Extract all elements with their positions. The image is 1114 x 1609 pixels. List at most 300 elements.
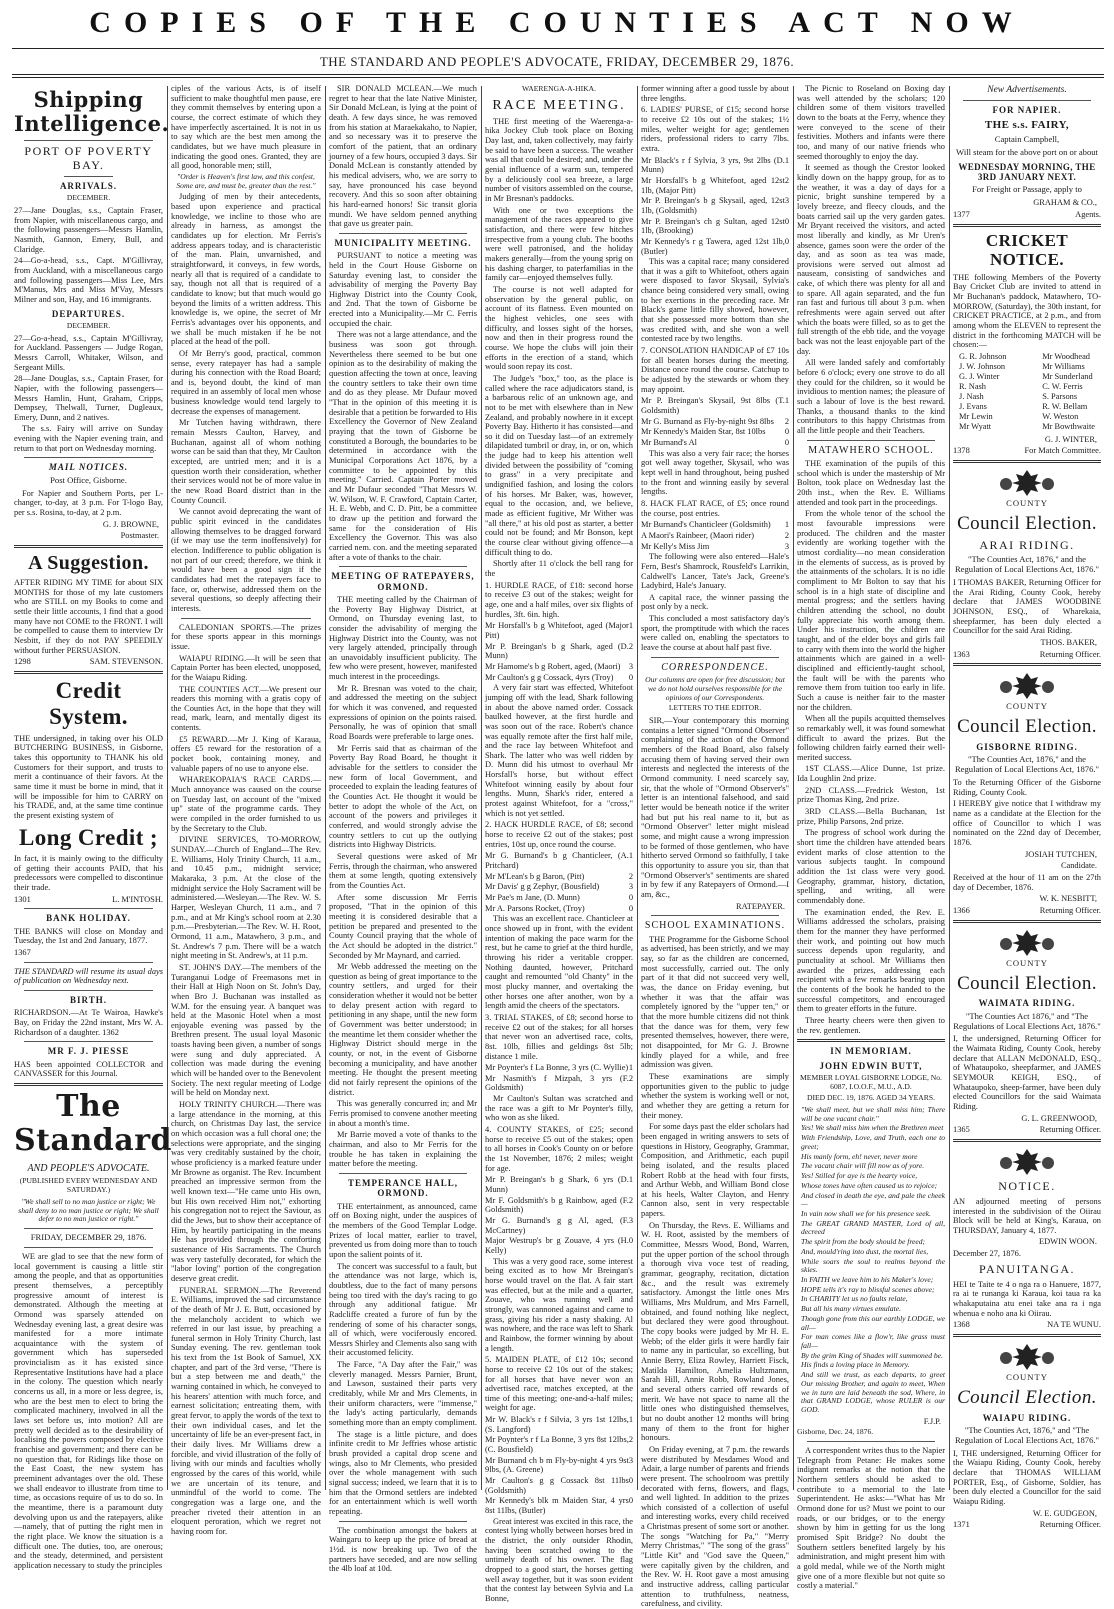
arrivals-month: DECEMBER. (66, 193, 111, 203)
horse-entry: Mr P. Breingan's b g Shark, 6 yrs (D. Munn) (485, 1175, 629, 1195)
column-7 (953, 84, 1101, 1530)
race-entry (485, 1196, 633, 1215)
gisborne-acts: "The Counties Act, 1876," and the Regulation of Local Elections Act, 1876." (954, 754, 1100, 775)
horse-entry: Mr G. Burnand's g g Al, aged, (F. McCartney) (485, 1216, 629, 1235)
ad-number: 1371 (953, 1520, 970, 1530)
player-name: Mr Sunderland (1042, 372, 1093, 382)
placing: 2 (628, 1435, 633, 1445)
suggestion-body: AFTER RIDING MY TIME for about SIX MONTHS for those of my late customers who are STILL on my Books to come and settle their little accounts, I find that a good many have not COME to the FRONT. I will be compelled to cause them to interview Dr Nesbitt, if they do not PAY SPEEDILY without further PERSUASION. (14, 577, 163, 655)
race-results (485, 581, 633, 1604)
divider (953, 663, 1101, 666)
player-name: G. R. Johnson (959, 351, 1007, 361)
fairy-freight: For Freight or Passage, apply to (972, 184, 1082, 195)
race-intro: The Judge's "box," too, as the place is called where the race adjudicators stand, is a barbarous relic of an unknown age, and not to be met with elsewhere than in New Zealand, and probably nowhere in it except Poverty Bay. Hitherto it has consisted—and so it did on Tuesday last—of an extremely dilapidated tumbril or dray, in, or on, which the judge had to keep his attention well divided between the possibility of "coming to grass" in a very precipitate and undignified fashion, and losing the colors of his horses. Mr Baker, was, however, equal to the occasion, and, we believe, made as efficient fugitive, Mr Wither was "all there," at his old post as starter, a better could not be found; and Mr Bonson, kept the course clear without giving offence—a difficult thing to do. (485, 373, 633, 557)
paper-nameplate: The Standard (14, 1088, 172, 1159)
divider (953, 460, 1101, 463)
ad-number: 1301 (14, 894, 31, 904)
letter-signature: RATEPAYER. (736, 901, 785, 911)
horse-entry: Major Westrup's br g Zouave, 4 yrs (H. Kelly) (485, 1236, 629, 1255)
divider (339, 1173, 467, 1174)
horse-entry: Mr G. Burnand as Fly-by-night 9st 8lbs (641, 416, 774, 426)
ratepayers-paragraph: THE meeting called by the Chairman of the Poverty Bay Highway District, at Ormond, on Thursday evening last, to consider the advisability of merging the Highway District into the County, was not very largely attended, principally through an unavoidably insufficient publicity. The few who were present, however, manifested much interest in the proceedings. (329, 594, 477, 682)
editorial-paragraph: Of Mr Berry's good, practical, common sense, every ratepayer has had a sample during his connection with the Road Board; and is, beyond doubt, the kind of man required in an assembly of local men whose business knowledge would tend largely to decrease the expenses of management. (171, 348, 321, 416)
race-entry (485, 1496, 633, 1515)
waiapu-footer (953, 1520, 1101, 1530)
arai-body: I THOMAS BAKER, Returning Officer for the Arai Riding, County Cook, hereby declare that JAMES WOODBINE JOHNSON, ESQ., of Wharekaia, sheepfarmer, has been duly elected a Councillor for the said Arai Riding. (953, 578, 1101, 636)
race-entry (485, 851, 633, 870)
race-entry (641, 396, 789, 415)
arai-footer (953, 650, 1101, 660)
divider (24, 457, 153, 458)
horse-entry: Mr Black's r f Sylvia, 3 yrs, 9st 2lbs (D. Munn) (641, 155, 785, 175)
horse-entry: Mr P. Breingan's Skysail, 9st 8lbs (T. Goldsmith) (641, 396, 785, 415)
placing: 0 (784, 427, 789, 437)
race-entry (641, 531, 789, 541)
council-election-heading: Council Election. (957, 1386, 1097, 1408)
birth-body: RICHARDSON.—At Te Wairoa, Hawke's Bay, on Friday the 22nd instant, Mrs W. A. Richardson of a daughter. 1362 (14, 1008, 163, 1037)
memoriam-poem (797, 1106, 945, 1415)
shipping-heading: Shipping Intelligence. (14, 87, 170, 137)
race-title: 3. TRIAL STAKES, of £8; second horse to receive £2 out of the stakes; for all horses that never won an advertised race, colts, 8st. 10lb, fillies and geldings 8st 5lb; distance 1 mile. (485, 1012, 633, 1061)
divider (651, 915, 779, 916)
divider (24, 1228, 153, 1229)
news-item: HOLY TRINITY CHURCH.—There was a large attendance in the morning, at this church, on Christmas Day last, the service on which occasion was a full choral one; the selections were appropriate, and the singing was very creditably sustained by the choir, whose proficiency is a marked feature under Mr Browne as organist. The Rev. Incumbent preached an impressive sermon from the well known text—"He came unto His own, but His own received Him not," exhorting his congregation not to reject the Saviour, as did the Jews, but to show their acceptance of Him, by heartily participating in the means He has provided through the comforting sustenance of His Sacraments. The Church was very tastefully decorated, for which the "labor loving" portion of the congregation deserve great credit. (171, 1100, 322, 1283)
column-6 (797, 84, 945, 1591)
placing: 0 (628, 1496, 633, 1506)
poem-line: And, mould'ring into dust, the mortal lies, (801, 1246, 929, 1256)
race-entry (485, 1216, 633, 1235)
royal-crest-icon (998, 467, 1056, 497)
ad-number: 1363 (953, 649, 970, 659)
notice-date: December 27, 1876. (953, 1249, 1021, 1259)
paper-motto: "We shall sell to no man justice or right; We shall deny to no man justice or right; We shall defer to no man justice or right." (18, 1196, 159, 1224)
race-entry (485, 1236, 633, 1255)
horse-entry: Mr Hamome's b g Robert, aged, (Maori) (485, 661, 621, 671)
royal-crest-icon (998, 1341, 1056, 1371)
municipality-heading: MUNICIPALITY MEETING. (334, 237, 472, 248)
council-election-heading: Council Election. (957, 716, 1097, 738)
horse-entry: Mr Nasmith's f Mizpah, 3 yrs (F. Goldsmith) (485, 1073, 629, 1093)
cricket-players (959, 352, 1095, 433)
race-entry (485, 872, 633, 882)
gisborne-to: To the Returning Officer of the Gisborne Riding, County Cook. (953, 778, 1101, 797)
divider (339, 233, 467, 234)
race-entry (485, 1456, 633, 1475)
placing: 2 (628, 1073, 633, 1083)
player-name: Mr Woodhead (1042, 351, 1090, 361)
race-entry (485, 673, 633, 683)
placing: 0 (628, 1476, 633, 1486)
fairy-agents-label: Agents. (1075, 209, 1101, 219)
poem-line: And closed in death the eye, and pale the cheek— (801, 1190, 945, 1209)
correspondence-note: Our columns are open for free discussion; but we do not hold ourselves responsible for the opinions of our Correspondents. (645, 675, 785, 702)
gisborne-signature: JOSIAH TUTCHEN, (1025, 849, 1097, 859)
race-title: 4. COUNTY STAKES, of £25; second horse to receive £5 out of the stakes; open to all horses in Cook's County on or before the 1st November, 1876; 2 miles; weight for age. (485, 1125, 633, 1173)
race-title: 7. CONSOLATION HANDICAP of £7 10s for all beaten horses during the meeting. Distance once round the course. Catchup to be adjusted by the stewards or whom they may appoint. (641, 346, 789, 394)
poem-line: With Friendship, Love, and Truth, each one to greet; (801, 1133, 945, 1151)
race-entry (485, 1476, 633, 1495)
race-report: Mr Caulton's Sultan was scratched and the race was a gift to Mr Poynter's filly, who won as she liked. (485, 1094, 633, 1123)
horse-entry: Mr W. Black's r f Silvia, 3 yrs 1st 12lbs, (S. Langford) (485, 1415, 629, 1434)
cricket-body: THE following Members of the Poverty Bay Cricket Club are invited to attend in Mr Buchanan's paddock, Matawhero, TO-MORROW, (Saturday), the 30th instant, for CRICKET PRACTICE, at 2 p.m., and from among whom the ELEVEN to represent the district in the forthcoming MATCH will be chosen:— (953, 272, 1101, 350)
poem-date: Gisborne, Dec. 24, 1876. (797, 1427, 874, 1437)
waimata-body: I, the undersigned, Returning Officer for the Waimata Riding, County Cook, hereby declare that ALLAN McDONALD, ESQ., of Whataupoko, sheepfarmer, and JAMES SEYMOUR KEIGH, ESQ., of Whataupoko, sheep-farmer, have been duly elected Councillors for the said Waimata Riding. (953, 1034, 1101, 1112)
divider (14, 671, 163, 674)
editorial: WE are glad to see that the new form of local government is causing a little stir among the people, and that as opportunities present themselves, a perceptibly progressive amount of interest is demonstrated. Although the meeting at Ormond was sparsely attended on Wednesday evening last, a great desire was manifested for a more intimate acquaintance with the system of government which has superseded provincialism as it has existed since Representative Institutions have had a place in the colony. The question which nearly concerns us all, in a more or less degree, is, who are the best men to elect to bring the complicated machinery, involved in all the laws set before us, into motion? All are pretty well decided as to the desirability of localising the powers composed by elective franchise and government; and there can be no question that, for Ridings like those on the East Coast, the new system has preeminent advantages over the old. These we shall endeavor to illustrate from time to time, as occasions require of us to do so. In the meantime, there is a paramount duty devolving upon us and the ratepayers, alike—namely, that of putting the right men in the right place. We know the situation is a difficult one. The duties, too, are onerous; and the steady, determined, and persistent application necessary to study the principles (14, 1251, 163, 1570)
panuitanga-body: HEI te Taite te 4 o nga ra o Hanuere, 1877, ra ai te runanga ki Karaua, koi taua ra ka whakaputaina atu enei take ana ra i nga whenua e noho ana ki Oiirau. (953, 1279, 1101, 1318)
race-intro: THE first meeting of the Waerenga-a-hika Jockey Club took place on Boxing Day last, and, taken collectively, may fairly be said to have been a success. The weather was all that could be desired; and, under the genial influence of a warm sun, tempered by a deliciously cool sea breeze, a large number of visitors assembled on the course, in Mr Bresnan's paddocks. (485, 116, 633, 204)
editorial-paragraph: Judging of men by their antecedents, based upon experience and practical knowledge, we incline to those who are already in harness, as amongst the candidates up for election. Mr Ferris's address appears today, and is characteristic of the man. Plain, unvarnished, and straightforward, it conveys, in few words, nearly all that is required of a candidate to say, though not all that is required of a candidate to know; but that much would go beyond the limits of a written address. This knowledge is, we opine, the secret of Mr Ferris's advantages over his opponents, and we shall be much mistaken if he be not placed at the head of the poll. (171, 192, 321, 347)
race-entry (641, 196, 789, 215)
poem-line: The vacant chair will fill now as of yore. (801, 1161, 925, 1171)
race-results (641, 105, 789, 591)
matawhero-paragraph: 2ND CLASS.—Fredrick Weston, 1st prize Thomas King, 2nd prize. (797, 785, 945, 805)
placing: 1 (628, 1063, 633, 1073)
player-name: S. Parsons (1042, 392, 1078, 402)
fairy-title: THE s.s. FAIRY, (984, 119, 1070, 132)
race-title: 8. HACK FLAT RACE, of £5; once round the course, post entries. (641, 498, 789, 518)
matawhero-paragraph: THE examination of the pupils of this school which is under the mastership of Mr Bolton, took place on Wednesday last the 20th inst., when the Rev. E. Williams attended and took part in the proceedings. (797, 459, 945, 507)
editorial-continued: ciples of the various Acts, is of itself sufficient to make thoughtful men pause, ere they commit themselves by entering upon a course, the correct estimate of which they have imperfectly ascertained. It is not in us to say which are the best men among the candidates, but we have much pleasure in indicating the good ones. Granted, they are all good, honorable men; still, (171, 84, 321, 171)
bank-heading: BANK HOLIDAY. (46, 913, 131, 924)
poem-line: For man comes like a flow'r, like grass must fall— (801, 1332, 945, 1350)
race-intro: With one or two exceptions the management of the races appeared to give satisfaction, and there were few hitches irrespective from a young club. The booths were well patronised, and the holiday makers generally—from the young sprig on his dashing charger, to paterfamilias in the family car—enjoyed themselves fully. (485, 205, 633, 283)
player-name: Mr Bowthwaite (1042, 422, 1095, 432)
port-heading: PORT OF POVERTY BAY. (24, 144, 153, 173)
race-summary: A capital race, the winner passing the post only by a neck. (641, 592, 789, 612)
poem-line: The spirit from the body should be freed; (801, 1237, 926, 1247)
school-paragraph: On Friday evening, at 7 p.m. the rewards were distributed by Mesdames Wood and Adair, a large number of parents and friends were present. The schoolroom was prettily decorated with ferns, flowers, and flags, and well lighted. In addition to the prizes which consisted of a collection of useful and interesting works, every child received a Christmas present of some sort or another. The songs "Watching for Pa," "Merry Merry Christmas," "The song of the grass" "Little Kit" and "God save the Queen," were capitally given by the children, and the Rev. W. H. Root gave a most amusing and instructive address, calling particular attention to truthfulness, neatness, carefulness, and civility. (641, 1444, 789, 1609)
editorial-quote: "Order is Heaven's first law, and this confest, Some are, and must be, greater than the rest." (176, 171, 316, 190)
news-item: DIVINE SERVICES, TO-MORROW, SUNDAY.—Church of England—The Rev. E. Williams, Holy Trinity Church, 11 a.m., and 10.45 p.m., midnight service; Makaraka, 3 p.m. At the close of the midnight service the Holy Sacrament will be administered.—Wesleyan.—The Rev. W. S. Harper, Wesleyan Church, 11 a.m., and 7 p.m., and at Mr King's school room at 2.30 p.m.—Presbyterian.—The Rev. W. H. Root, Ormond, 11 a.m., Matawhero, 3 p.m., and St. Andrew's 7 p.m. There will be a watch night meeting in St. Andrew's, at 11 p.m. (171, 835, 321, 961)
horse-entry: Mr Horsfall's b g Whitefoot, aged (Major Pitt) (485, 621, 629, 640)
horse-entry: Mr Pae's m Jane, (D. Munn) (485, 893, 580, 902)
column-rule (481, 86, 482, 1490)
gisborne-signature-title: Candidate. (1060, 861, 1097, 871)
poem-line: By the grim King of Shades will summoned be. (801, 1350, 943, 1360)
race-report: Great interest was excited in this race, the contest lying wholly between horses bred in the district, the only outsider Rhodin, having been scratched owing to the untimely death of his owner. The flag dropped to a good start, the horses getting well away together, but it was soon evident that the contest lay between Sylvia and La Bonne, (485, 1516, 633, 1603)
placing: 2 (628, 871, 633, 881)
waiapu-heading: WAIAPU RIDING. (982, 1412, 1072, 1423)
ratepayers-paragraph: After some discussion Mr Ferris proposed, "That in the opinion of this meeting it is considered desirable that a petition be prepared and presented to the County Council praying that the whole of the Act should be adopted in the district." Seconded by Mr Maynard, and carried. (329, 892, 477, 960)
panuitanga-heading: PANUITANGA. (978, 1261, 1076, 1276)
placing: 1 (628, 851, 633, 861)
temperance-paragraph: The Farce, "A Day after the Fair," was cleverly managed. Messrs Parnier, Brunt, and Lawson, sustained their parts very creditably, while Mr and Mrs Clements, in their uniform characters, were "immense," the lady's acting particularly, demands something more than an empty compliment. (329, 1360, 477, 1428)
horse-entry: Mr Kelly's Miss Jim (641, 541, 710, 551)
fairy-captain: Captain Campbell, (994, 133, 1060, 144)
horse-entry: Mr Kennedy's r g Tawera, aged 12st 1lb, (Butler) (641, 236, 785, 256)
poem-line: Yes! Stilled for aye is the hearty voice, (801, 1171, 918, 1181)
horse-entry: Mr P. Breingan's ch g Sultan, aged 12st 1lb, (Brooking) (641, 216, 785, 236)
bank-footer (14, 948, 163, 958)
divider (14, 545, 163, 548)
standard-note: THE STANDARD will resume its usual days of publication on Wednesday next. (14, 966, 163, 986)
news-item: CALEDONIAN SPORTS.—The prizes for these sports appear in this mornings issue. (171, 622, 321, 651)
placing: 0 (628, 893, 633, 902)
news-item: £5 REWARD.—Mr J. King of Karaua, offers £5 reward for the restoration of a pocket book, containing money, and valuable papers of no use to anyone else. (171, 734, 321, 773)
divider (953, 224, 1101, 227)
credit-heading: Credit System. (49, 677, 128, 730)
masthead (0, 0, 1114, 82)
county-label: COUNTY (1006, 1371, 1048, 1382)
municipality-paragraph: There was not a large attendance, and the business was soon got through. Nevertheless there seemed to be but one opinion as to the desirability of making the question affecting the town at once, leaving the country settlers to take their own time and do as they please. Mr Dufaur moved "That in the opinion of this meeting it is desirable that a petition be forwarded to His Excellency the Governor of New Zealand praying that the town of Gisborne be constituted a Borough, the boundaries to be determined in accordance with the Municipal Corporations Act 1876, by a committee to be appointed by this meeting." Carried. Captain Porter moved and Mr Dufaur seconded "That Messrs W. W. Wilson, W. F. Crawford, Captain Carter, H. E. Webb, and C. D. Pitt, be a committee to draw up the petition and forward the same for the consideration of His Excellency the Governor. This was also carried nem. con. and the meeting separated after a vote of thanks to the chair. (329, 330, 477, 562)
poem-line: Whose tones have often caused us to rejoice; (801, 1180, 938, 1190)
placing: 0 (628, 1236, 633, 1246)
divider (24, 962, 153, 963)
placing: 2 (628, 1195, 633, 1205)
poem-line: "We shall meet, but we shall miss him; There will be one vacant chair." (801, 1105, 945, 1123)
new-ads-heading: New Advertisements. (987, 85, 1067, 95)
header-rule-bottom (12, 74, 1104, 75)
memoriam-name: JOHN EDWIN BUTT, (819, 1060, 923, 1071)
ratepayers-paragraph: Several questions were asked of Mr Ferris, through the chairman, who answered them at some length, quoting extensively from the Counties Act. (329, 851, 477, 890)
placing: 1 (784, 520, 789, 530)
news-item: WHAREKOPAIA'S RACE CARDS.—Much annoyance was caused on the course on Tuesday last, on account of the "mixed up" state of the programme cards. They were compiled in the order furnished to us by the Secretary to the Club. (171, 775, 321, 833)
horse-entry: Mr Poynter's f La Bonne, 3 yrs (C. Wyllie) (485, 1063, 629, 1073)
horse-entry: Mr Burnand's Al (641, 437, 697, 447)
memoriam-died: DIED DEC. 19, 1876. AGED 34 YEARS. (807, 1093, 935, 1103)
race-report: The following were also entered—Hale's Fern, Best's Shamrock, Rousfeld's Larrikin, Caldwell's Lancer, Tate's Jack, Greene's Ladybird, Hale's January. (641, 552, 789, 591)
waimata-signature-title: Returning Officer. (1039, 1125, 1101, 1135)
column-rule (167, 86, 168, 1490)
county-label: COUNTY (1006, 957, 1048, 968)
player-name: Mr Wyatt (959, 422, 992, 432)
placing: 1 (628, 1175, 633, 1185)
ratepayers-paragraph: Mr R. Bresnan was voted to the chair, and addressed the meeting on the subject for which it was convened, and requested expressions of opinion on the points raised. Personally, he was of opinion that small Road Boards were preferable to large ones. (329, 683, 477, 742)
departure-entry: 27—Go-a-head, s.s., Captain M'Gillivray, for Auckland. Passengers — Judge Rogan, Messrs Carroll, Whitaker, Wilson, and Sergeant Mills. (14, 333, 163, 372)
fairy-body: Will steam for the above port on or about (956, 146, 1098, 157)
waiapu-signature-title: Returning Officer. (1039, 1520, 1101, 1530)
horse-entry: Mr F. Goldsmith's b g Rainbow, aged (F. Goldsmith) (485, 1195, 629, 1215)
divider (24, 990, 153, 991)
race-intro: The course is not well adapted for observation by the general public, on account of its flatness. Even mounted on the highest vehicles, one sees with difficulty, and losses sight of the horses, now and then in their progress round the course. We hope the clubs will join their efforts in the erection of a stand, which would soon repay its cost. (485, 284, 633, 372)
race-title: 5. MAIDEN PLATE, of £12 10s; second horse to receive £2 10s out of the stakes; for all horses that have never won an advertised race, matches excepted, at the time of this meeting; one-and-a-half miles; weight for age. (485, 1355, 633, 1413)
player-list-left (959, 352, 1006, 433)
divider (24, 1041, 153, 1042)
news-item: ST. JOHN'S DAY.—The members of the Turanganui Lodge of Freemasons met in their Hall at High Noon on St. John's Day, when Bro J. Buchanan was installed as W.M. for the ensuing year. A banquet was held at the Masonic Hotel when a most enjoyable evening was passed by the Brethren present. The usual loyal Masonic toasts having been given, a number of songs were sung and duly appreciated. A collection was made during the evening which will be handed over to the Benevolent Society. The next regular meeting of Lodge will be held on Monday next. (171, 962, 322, 1098)
gisborne-officer-title: Returning Officer. (1039, 906, 1101, 916)
paper-subtitle: AND PEOPLE'S ADVOCATE. (27, 1162, 150, 1174)
matawhero-paragraph: The progress of school work during the short time the children have attended bears evident marks of close attention to the various subjects taught. In compound addition the 1st class were very good. Geography, grammar, history, dictation, spelling, and writing, all were commendably done. (797, 828, 945, 905)
mail-body: For Napier and Southern Ports, per L-changer, to-day, at 3 p.m. For T-logo Bay, per s.s. Rosina, to-day, at 2 p.m. (14, 488, 163, 517)
placing: 3 (784, 196, 789, 206)
ratepayers-paragraph: This was generally concurred in; and Mr Ferris promised to convene another meeting in about a month's time. (329, 1099, 477, 1128)
waimata-footer (953, 1125, 1101, 1135)
divider (807, 1441, 935, 1442)
placing: 3 (628, 882, 633, 892)
race-entry (485, 893, 633, 903)
horse-entry: A Maori's Rainbeer, (Maori rider) (641, 530, 755, 540)
placing: 1 (784, 396, 789, 406)
race-entry (485, 1063, 633, 1073)
player-name: R. W. Bellam (1042, 402, 1088, 412)
ad-number: 1298 (14, 657, 31, 667)
player-name: Mr Lewin (959, 412, 993, 422)
fairy-footer (953, 210, 1101, 220)
fairy-note: The s.s. Fairy will arrive on Sunday evening with the Napier evening train, and return to that port on Wednesday morning. (14, 424, 163, 453)
horse-entry: Mr Burnand ch b m Fly-by-night 4 yrs 9st 9lbs, (A. Greene) (485, 1455, 629, 1475)
picnic-paragraph: The Picnic to Roseland on Boxing day was well attended by the scholars; 120 children some of them visitors travelled down to the boats at the Ferry, whence they were conveyed to the scene of their festivities. Mothers and infants were there too, and many of our native friends who seemed thoroughly to enjoy the day. (797, 84, 945, 161)
ad-number: 1365 (953, 1125, 970, 1135)
waimata-signature: G. L. GREENWOOD, (1021, 1113, 1097, 1123)
placing: 3 (628, 1455, 633, 1465)
placing: 2 (784, 175, 789, 185)
poem-line: But all his many virtues emulate. (801, 1304, 901, 1314)
race-title: 2. HACK HURDLE RACE, of £8; second horse to receive £2 out of the stakes; post entries, 10st up, once round the course. (485, 820, 633, 849)
poem-line: In FAITH we leave him to his Maker's love; (801, 1274, 934, 1284)
player-name: G. J. Winter (959, 372, 1000, 382)
race-entry (641, 156, 789, 175)
school-paragraph: These examinations are simply opportunities given to the public to judge whether the system is working well or not, and whether they are getting a return for their money. (641, 1071, 789, 1120)
horse-entry: Mr Caulton's g g Cossack 8st 11lbs (Goldsmith) (485, 1476, 629, 1495)
mail-signature: G. J. BROWNE, (102, 519, 159, 529)
matawhero-paragraph: Three hearty cheers were then given to the rev. gentlemen. (797, 1015, 945, 1035)
race-entry (641, 237, 789, 256)
poem-line: Yes! We shall miss him when the Brethren meet (801, 1123, 944, 1133)
school-paragraph: For some days past the elder scholars had been engaged in writing answers to sets of questions in History, Geography, Grammar, Composition, and Arithmetic, each pupil being isolated, and the results placed Robert Robb at the head with four firsts, and Arthur Webb, and William Bond close at his heels, Walter Clayton, and Henry Cannon also, sent in very respectable papers. (641, 1122, 789, 1219)
arai-signature-title: Returning Officer. (1039, 649, 1101, 659)
fairy-date: WEDNESDAY MORNING, THE 3RD JANUARY NEXT. (958, 161, 1096, 182)
race-entry (485, 882, 633, 892)
panuitanga-signature: NA TE WUNU. (1047, 1320, 1101, 1330)
divider (14, 1083, 163, 1086)
race-report: This was also a very fair race; the horses got well away together, Skysail, who was kept well in hand throughout, being pushed to the front and winning easily by several lengths. (641, 448, 789, 497)
column-2 (171, 84, 322, 1536)
poem-line: Though gone from this our earthly LODGE, we all— (801, 1313, 945, 1332)
departures-month: DECEMBER. (66, 320, 111, 330)
temperance-paragraph: The concert was successful to a fault, but the attendance was not large, which is, doubtless, due to the fact of many persons being too tired with the day's racing to go through any additional fatigue. Mr Radcliffe created a furore of fun by the rendering of some of his character songs, all of which, were vociferously encored. Messrs Shirley and Clements also sang with their accustomed felicity. (329, 1261, 477, 1358)
credit-body-2: In fact, it is mainly owing to the difficulty of getting their accounts PAID, that his predecessors were compelled to discontinue their trade. (14, 854, 163, 893)
race-entry (485, 1415, 633, 1434)
column-5 (641, 84, 789, 1609)
placing: 2 (784, 530, 789, 540)
placing: 3 (784, 541, 789, 551)
divider (797, 1039, 945, 1042)
masthead-title: COPIES OF THE COUNTIES ACT NOW (89, 6, 1025, 39)
player-list-right (1042, 352, 1095, 433)
arrival-entry: 24—Go-a-head, s.s., Capt. M'Gillivray, from Auckland, with a miscellaneous cargo and following passengers—Miss Lee, Mrs M'Manus, Mrs and Miss M'Vay, Messrs Milner and son, Hay, and 16 immigrants. (14, 256, 163, 304)
suggestion-footer (14, 657, 163, 667)
ratepayers-paragraph: Mr Webb addressed the meeting on the question as being of great importance to the country settlers, and urged for their consideration whether it would not be better to delay present action with regard to petitioning in any shape, until the new form of Government was better understood; in the meantime let them consider whether the Highway District should merge in the county, or not, in the event of Gisborne becoming a municipality, and have another meeting. He thought the present meeting did not fairly represent the opinions of the district. (329, 962, 477, 1097)
race-entry (485, 662, 633, 672)
temperance-heading: TEMPERANCE HALL, ORMOND. (347, 1177, 458, 1199)
gisborne-body: I HEREBY give notice that I withdraw my name as a candidate at the Election for the office of Councillor to which I was nominated on the 22nd day of December, 1876. (953, 799, 1101, 848)
matawhero-paragraph: When all the pupils acquitted themselves so remarkably well, it was found somewhat difficult to award the prizes. But the following children fairly earned their well-merited success. (797, 714, 945, 762)
race-entry (485, 621, 633, 640)
letter-body: SIR,—Your contemporary this morning contains a letter signed "Ormond Observer" complaining of the action of the Ormond members of the Road Board, also falsely accusing them of having served their own interests and neglected the interests of the Ormond community. I need scarcely say, sir, that the whole of "Ormond Observer's" letter is an intentional falsehood, and said letter would be beneath notice if the writer had but put his real name to it, but as "Ormond Observer" letter might mislead some, and might cause a wrong impression to be formed of those gentlemen, who have hitherto served Ormond so faithfully, I take this opportunity to assure you sir, than that "Ormond Observer's" sentiments are shared in by few if any Ratepayers of Ormond.—I am, &c., (641, 716, 789, 899)
school-paragraph: THE Programme for the Gisborne School as advertised, has been strictly, and we may say, so far as the children are concerned, most successfully, carried out. The only part of it that did not succeed very well, was, the dance on Friday evening, but whether it was that the affair was completely ignored by the "upper ten," or that the more humble citizens did not think that the dance was for them, very few presented themselves, however, there were, not disappointed, for Mr G. J. Browne kindly played for a while, and free admission was given. (641, 934, 789, 1070)
ad-number: 1378 (953, 446, 970, 456)
county-label: COUNTY (1006, 497, 1048, 508)
news-item: SIR DONALD MCLEAN.—We much regret to hear that the late Native Minister, Sir Donald McLean, is lying at the point of death. A few days since, he was removed from his station at Maraekakaho, to Napier, and so necessary was it to preserve the comfort of the patient, that an ordinary journey of a few hours, occupied 3 days. Sir Donald McLean is constantly attended by his medical advisers, who, we are sorry to say, have pronounced his case beyond recovery. And this so soon after obtaining his hard-earned honors! Sic transit gloria mundi. We have seldom penned anything that gave us greater pain. (329, 84, 477, 229)
credit-footer (14, 895, 163, 905)
news-item: A correspondent writes thus to the Napier Telegraph from Petane: He makes some indignant remarks at the notion that the Northern settlers should be asked to contribute to a memorial to the late Superintendent. He asks:—"What has Mr Ormond done for us? Must we point to our roads, or our bridges, or to the energy shown by him in getting for us the long promised Spit Bridge? No doubt the Southern settlers benefited largely by his administration, and might present him with a gold medal, while we of the North might give one of a more flexible but not quite so costly a material." (797, 1446, 945, 1591)
poem-line: His finds a loving place in Memory. (801, 1360, 910, 1370)
arrival-entry: 27—Jane Douglas, s.s., Captain Fraser, from Napier, with miscellaneous cargo, and the following passengers—Messrs Hamlin, Nasmith, Gannon, Emery, Bull, and Claridge. (14, 205, 163, 254)
arai-acts: "The Counties Act, 1876," and the Regulation of Local Elections Act, 1876." (954, 554, 1100, 575)
divider (339, 1521, 467, 1522)
editorial-paragraph: Mr Tutchen having withdrawn, there remain Messrs Caulton, Harvey, and Buchanan, against all of whom nothing worse can be said than that they, Mr Caulton excepted, are untried men; and it is a question worth their consideration, whether their services would not be of more value in the new Road Board district than in the County Council. (171, 418, 321, 505)
credit-signature: L. M'INTOSH. (112, 894, 163, 904)
race-entry (641, 176, 789, 195)
placing: 2 (628, 641, 633, 651)
race-entry (485, 1074, 633, 1093)
cricket-signature: G. J. WINTER, (1044, 434, 1097, 444)
mail-heading: MAIL NOTICES. (48, 462, 129, 473)
council-election-heading: Council Election. (957, 972, 1097, 994)
race-entry (485, 1435, 633, 1454)
gisborne-footer (953, 906, 1101, 916)
divider (24, 908, 153, 909)
ratepayers-paragraph: Mr Ferris said that as chairman of the Poverty Bay Road Board, he thought it advisable for the settlers to consider the new form of local Government, and proceeded to explain the leading features of the Counties Act. He thought it would be better to adopt the whole of the Act, on account of the powers and privileges it conferred, and would strongly advise the country settlers to cut up the outlying districts into Highway Districts. (329, 743, 477, 850)
poem-line: While soars the soul to realms beyond the skies. (801, 1256, 945, 1275)
race-entry (641, 438, 789, 448)
paper-publication-days: (PUBLISHED EVERY WEDNESDAY AND SATURDAY.) (19, 1176, 158, 1195)
arai-heading: ARAI RIDING. (979, 537, 1075, 552)
placing: 0 (628, 672, 633, 682)
race-continued: former winning after a good tussle by about three lengths. (641, 84, 789, 103)
departures-heading: DEPARTURES. (51, 308, 126, 319)
race-report: This was a very good race, some interest being excited as to how Mr Breingan's horse would travel on the flat. A fair start was effected, but at the mile and a quarter, Zouave, who was running well and strongly, was cannoned against and came to grass, giving his rider a nasty shaking. Al was nowhere, and the race was left to Shark and Rainbow, the former winning by about a length. (485, 1256, 633, 1353)
poem-line: In CHARITY let us no faults relate, (801, 1294, 908, 1304)
waiapu-body: I, THE undersigned, Returning Officer for the Waiapu Riding, County Cook, hereby declare that THOMAS WILLIAM PORTER, Esq., of Gisborne, Soldier, has been duly elected a Councillor for the said Waiapu Riding. (953, 1448, 1101, 1506)
divider (953, 920, 1101, 923)
news-item: THE COUNTIES ACT.—We present our readers this morning with a gratis copy of the Counties Act, in the hope that they will read, mark, learn, and mentally digest its contents. (171, 684, 321, 733)
memoriam-lodge: MEMBER LOYAL GISBORNE LODGE, No. 6087, I.O.O.F., M.U., A.D. (800, 1072, 942, 1091)
matawhero-paragraph: 3RD CLASS.—Bella Buchanan, 1st prize, Philip Parsons, 2nd prize. (797, 807, 945, 826)
editorial-paragraph: We cannot avoid deprecating the want of public spirit evinced in the candidates allowing themselves to be dragged forward (if we may use the term inoffensively) for election. Indifference to public obligation is not part of our creed; therefore, we think it would have been a good sign if the candidates had met the ratepayers face to face, or, otherwise, addressed them on the several questions, so deeply affecting their interests. (171, 507, 321, 613)
horse-entry: Mr P. Breingan's b g Skysail, aged, 12st 1lb, (Goldsmith) (641, 196, 785, 215)
long-credit-heading: Long Credit ; (19, 824, 158, 850)
header-rule-bottom2 (12, 77, 1104, 78)
header-rule-top (12, 48, 1104, 49)
player-name: Mr Williams (1042, 361, 1085, 371)
ad-number: 1377 (953, 209, 970, 219)
race-report: This was an excellent race. Chanticleer at once showed up in front, with the evident intention of making the pace warm for the rest, but he came to grief at the third hurdle, throwing his rider a veritable cropper. Nothing daunted, however, Pritchard caught and remounted "old Chanty" in the most plucky manner, and overtaking the other horses one after another, won by a length amid the cheers of the spectators. (485, 914, 633, 1011)
player-name: W. Weston (1042, 412, 1079, 422)
poem-line: In vain now shall we for his presence seek. (801, 1208, 931, 1218)
piesse-heading: MR F. J. PIESSE (47, 1046, 130, 1057)
temperance-paragraph: THE entertainment, as announced, came off on Boxing night, under the auspices of the members of the Good Templar Lodge. Prizes of local matter, earlier to travel, prevented us from doing more than to touch upon the salient points of it. (329, 1201, 477, 1259)
player-name: J. W. Johnson (959, 361, 1006, 371)
arai-signature: THOS. BAKER, (1040, 638, 1097, 648)
horse-entry: Mr Davis' g g Zephyr, (Bousfield) (485, 882, 600, 892)
column-rule (793, 86, 794, 1490)
divider (651, 657, 779, 658)
ratepayers-paragraph: Mr Barrie moved a vote of thanks to the chairman, and also to Mr Ferris for the trouble he has taken in explaining the matter before the meeting. (329, 1130, 477, 1169)
column-rule (325, 86, 326, 1490)
poem-line: And still we trust, as each departs, to greet Our missing Brother, and again to meet, When we in turn are laid beneath the sod, Where, in that GRAND LODGE, whose RULER is our GOD. (801, 1370, 945, 1415)
divider (339, 566, 467, 567)
poem-line: The GREAT GRAND MASTER, Lord of all, decreed (801, 1218, 945, 1237)
cricket-footer (953, 446, 1101, 456)
dateline: THE STANDARD AND PEOPLE'S ADVOCATE, FRIDAY, DECEMBER 29, 1876. (319, 54, 795, 69)
matawhero-heading: MATAWHERO SCHOOL. (808, 444, 934, 456)
race-entry (485, 1175, 633, 1194)
waiapu-acts: "The Counties Act, 1876," and "The Regulation of Local Elections Act, 1876." (954, 1424, 1100, 1445)
correspondence-heading: CORRESPONDENCE. (661, 661, 769, 673)
piesse-body: HAS been appointed COLLECTOR and CANVASSER for this Journal. (14, 1059, 163, 1079)
poem-line: His manly form, eh! never, never more (801, 1151, 918, 1161)
notice-signature: EDWIN WOON. (1039, 1237, 1097, 1247)
gisborne-heading: GISBORNE RIDING. (976, 742, 1078, 753)
horse-entry: Mr Kennedy's Maiden Star, 8st 10lbs (641, 427, 766, 437)
memoriam-heading: IN MEMORIAM. (830, 1046, 912, 1057)
county-label: COUNTY (1006, 701, 1048, 712)
arrivals-heading: ARRIVALS. (59, 180, 118, 191)
gisborne-received: Received at the hour of 11 am on the 27th day of December, 1876. (953, 873, 1101, 892)
race-title: 6. LADIES' PURSE, of £15; second horse to receive £2 10s out of the stakes; 1½ miles, welter weight for age; gentlemen riders, professional riders to carry 7lbs. extra. (641, 105, 789, 153)
